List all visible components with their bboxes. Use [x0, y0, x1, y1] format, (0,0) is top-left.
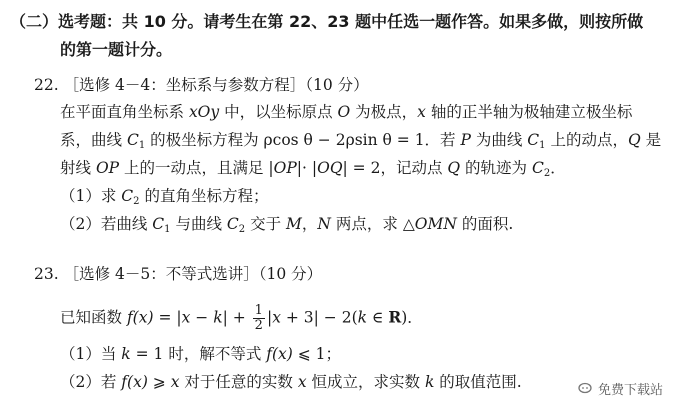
var-op: OP [95, 159, 120, 177]
text: 轴的正半轴为极轴建立极坐标 [425, 103, 633, 121]
var-q: Q [627, 131, 641, 149]
var-c: C [126, 131, 139, 149]
var-omn: OMN [414, 215, 457, 233]
var-k: k [213, 308, 223, 327]
var-fx: f(x) [266, 345, 293, 363]
text: ⩽ 1； [292, 345, 342, 363]
q22-part-1 [60, 186, 268, 212]
q23-title [34, 264, 322, 284]
var-c: C [531, 159, 544, 177]
text: 对于任意的实数 [179, 373, 298, 391]
text: 与曲线 [170, 215, 227, 233]
var-c: C [527, 131, 540, 149]
text: 恒成立，求实数 [306, 373, 425, 391]
q22-part-2 [60, 214, 513, 240]
var-xoy: xOy [188, 103, 220, 121]
text: 上的动点， [545, 131, 628, 149]
fraction-half [253, 304, 265, 333]
set-real: R [388, 307, 402, 327]
section-heading: （二）选考题：共 10 分。请考生在第 22、23 题中任选一题作答。如果多做，则按所做 [10, 12, 644, 31]
text: 在平面直角坐标系 [60, 103, 189, 121]
var-x: x [417, 103, 426, 121]
text: （2）若 [60, 373, 122, 391]
q23-part-2 [60, 372, 522, 392]
text: ， [301, 215, 318, 233]
section-heading-cont: 的第一题计分。 [60, 40, 173, 59]
var-n: N [317, 215, 331, 233]
chat-bubble-icon [578, 382, 594, 396]
var-c: C [121, 187, 134, 205]
text: | [266, 308, 273, 327]
text: )． [401, 308, 423, 327]
text: ∈ [367, 308, 389, 327]
text: 交于 [245, 215, 287, 233]
var-fx: f(x) [126, 308, 154, 327]
q23-part-1 [60, 344, 341, 364]
text: 的取值范围. [434, 373, 522, 391]
var-k: k [357, 308, 368, 327]
text: ． [550, 159, 566, 177]
q23-function [60, 304, 423, 333]
q22-line-1 [60, 102, 632, 122]
watermark [578, 379, 663, 398]
var-c: C [152, 215, 165, 233]
text: | = 2，记动点 [342, 159, 448, 177]
text: ⩾ [147, 373, 171, 391]
text: 两点，求 △ [330, 215, 415, 233]
q22-title [34, 75, 369, 95]
text: = 1 时，解不等式 [130, 345, 267, 363]
text: 为极点， [350, 103, 418, 121]
var-p: P [460, 131, 471, 149]
text: （1）求 [60, 187, 122, 205]
text: 的面积. [456, 215, 514, 233]
var-q: Q [447, 159, 461, 177]
text: |· | [296, 159, 318, 177]
q22-line-3 [60, 158, 566, 184]
var-x: x [272, 308, 281, 327]
subscript: 2 [543, 168, 551, 179]
var-k: k [121, 345, 131, 363]
text: 射线 [60, 159, 96, 177]
text: 的直角坐标方程； [139, 187, 269, 205]
q23-title-text: ［选修 4－5：不等式选讲］（10 分） [63, 265, 323, 283]
var-op: OP [273, 159, 297, 177]
text: 为曲线 [470, 131, 528, 149]
text: （1）当 [60, 345, 122, 363]
var-x: x [181, 308, 191, 327]
q23-number: 23. [34, 265, 59, 283]
text: 是 [640, 131, 662, 149]
watermark-text: 免费下载站 [597, 383, 663, 398]
q22-line-2 [60, 130, 661, 156]
text: − [190, 308, 214, 327]
var-o: O [337, 103, 351, 121]
var-c: C [226, 215, 239, 233]
var-x: x [170, 373, 180, 391]
subscript: 1 [539, 140, 546, 151]
text: 已知函数 [60, 308, 127, 327]
var-fx: f(x) [121, 373, 148, 391]
q22-title-text: ［选修 4－4：坐标系与参数方程］（10 分） [63, 76, 369, 94]
fraction-denominator: 2 [254, 318, 263, 333]
text: + 3| − 2( [280, 308, 358, 327]
text: 系，曲线 [60, 131, 127, 149]
fraction-numerator: 1 [254, 303, 263, 318]
text: = | [153, 308, 182, 327]
text: | + [222, 308, 251, 327]
text: 的轨迹为 [460, 159, 532, 177]
q22-number: 22. [34, 76, 59, 94]
var-m: M [286, 215, 302, 233]
subscript: 1 [138, 140, 146, 151]
text: （2）若曲线 [60, 215, 153, 233]
text: 的极坐标方程为 ρcos θ − 2ρsin θ = 1．若 [145, 131, 461, 149]
subscript: 1 [164, 224, 171, 235]
text: 中，以坐标原点 [219, 103, 338, 121]
var-x: x [297, 373, 307, 391]
text: 上的一动点，且满足 | [119, 159, 274, 177]
var-k: k [424, 373, 435, 391]
var-oq: OQ [317, 159, 343, 177]
subscript: 2 [133, 196, 140, 207]
subscript: 2 [238, 224, 246, 235]
